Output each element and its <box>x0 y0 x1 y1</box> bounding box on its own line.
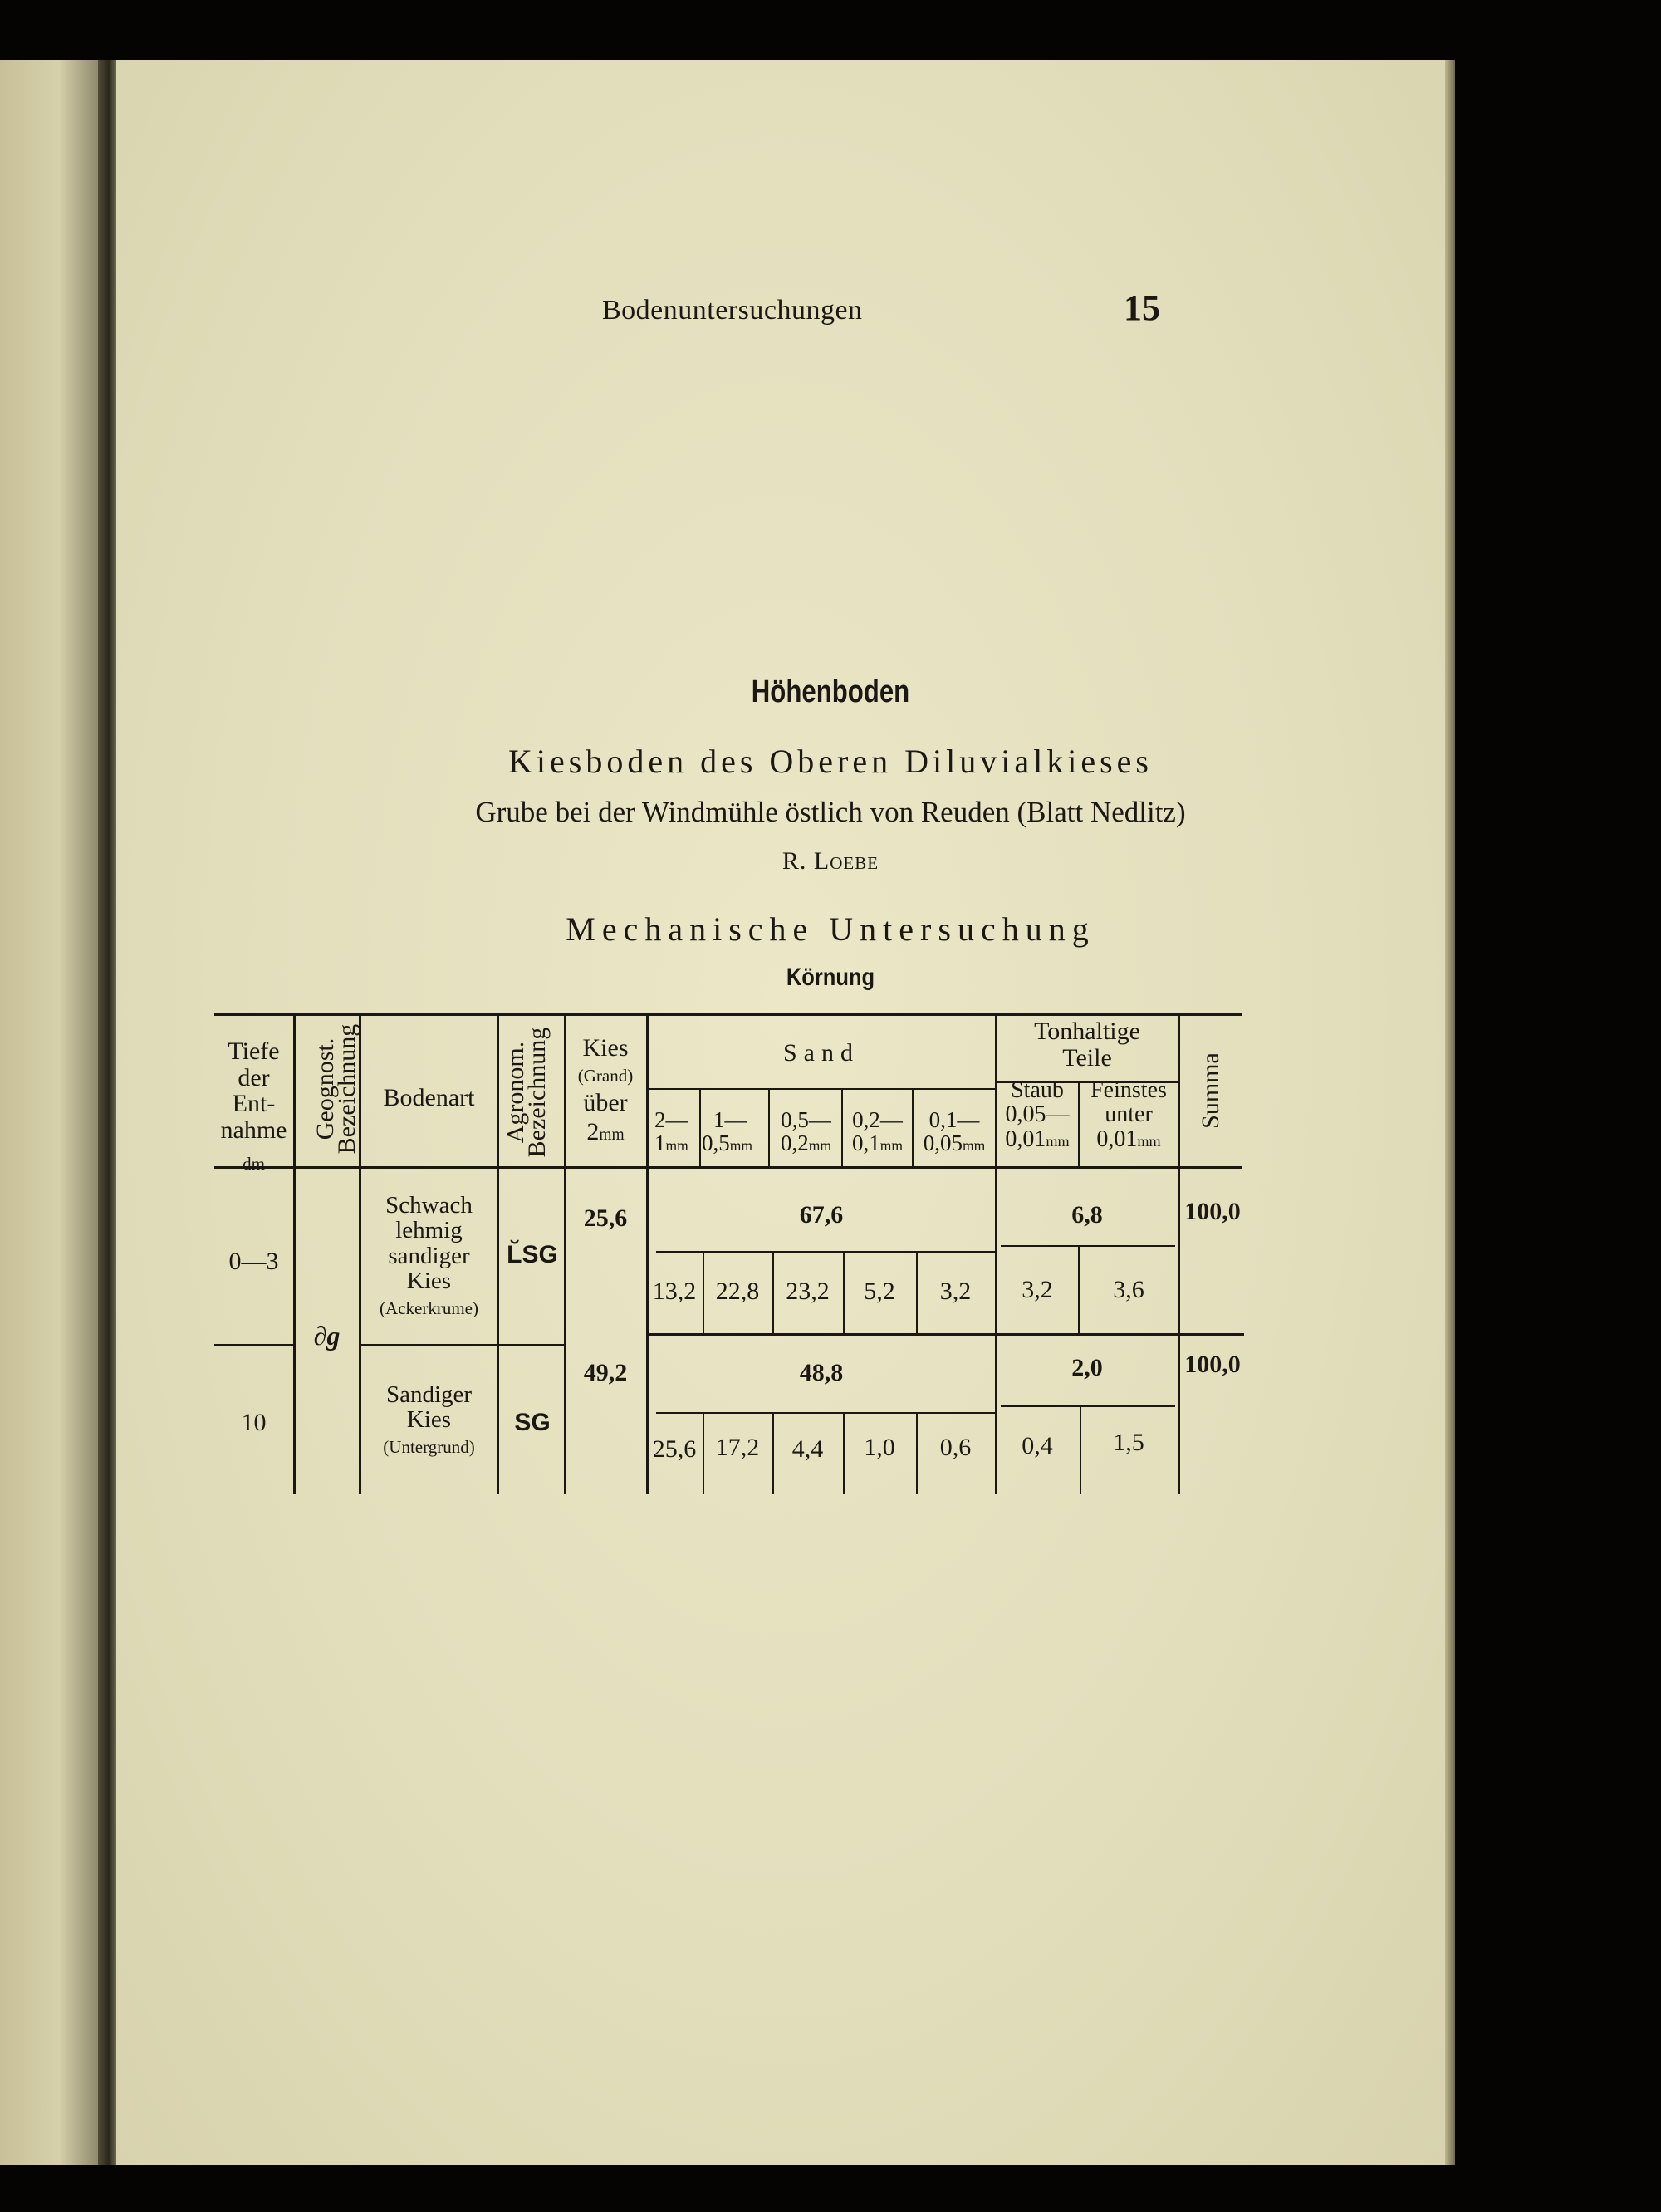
row2-sand-4: 1,0 <box>864 1434 895 1461</box>
author: R. Loebe <box>782 847 879 875</box>
row2-feinstes: 1,5 <box>1113 1429 1144 1456</box>
row1-sand-rule <box>656 1251 995 1253</box>
row2-sand-rule <box>656 1412 995 1414</box>
sample-location: Grube bei der Windmühle östlich von Reuden (Blatt Nedlitz) <box>475 796 1186 828</box>
row2-agronom: SG <box>514 1409 551 1436</box>
table-header-rule <box>214 1166 1242 1169</box>
header-sand-fraction-5: 0,1— 0,05mm <box>923 1107 986 1156</box>
row1-sand-5: 3,2 <box>939 1278 972 1305</box>
header-summa: Summa <box>1197 1052 1224 1129</box>
row1-summa: 100,0 <box>1184 1198 1241 1225</box>
row2-sand-3: 4,4 <box>791 1435 824 1463</box>
row2-bodenart: Sandiger Kies (Untergrund) <box>383 1381 475 1457</box>
row-divider-agronom <box>498 1344 565 1346</box>
row2-sand-2: 17,2 <box>715 1434 760 1461</box>
header-tiefe: Tiefe der Ent- nahme dm <box>220 1037 287 1174</box>
row2-ton-rule <box>1001 1405 1175 1407</box>
row1-sand-total: 67,6 <box>799 1201 844 1229</box>
row2-kies: 49,2 <box>583 1359 628 1386</box>
row1-sand-1: 13,2 <box>652 1278 697 1305</box>
row1-feinstes: 3,6 <box>1113 1276 1144 1303</box>
section-heading: Mechanische Untersuchung <box>566 910 1095 948</box>
header-bodenart: Bodenart <box>383 1084 475 1111</box>
page-edge <box>1445 60 1455 2165</box>
header-agronom: Agronom. <box>502 1041 529 1144</box>
row1-ton-rule <box>1001 1245 1175 1247</box>
header-sand: Sand <box>783 1039 860 1067</box>
header-kies: Kies (Grand) über 2mm <box>577 1034 634 1146</box>
header-sand-fraction-3: 0,5— 0,2mm <box>780 1107 832 1156</box>
row1-sand-3: 23,2 <box>786 1278 830 1305</box>
row-divider-values <box>648 1333 1244 1336</box>
geognost-value: ∂g <box>313 1321 341 1351</box>
row1-kies: 25,6 <box>583 1204 628 1232</box>
header-feinstes: Feinstes unter 0,01mm <box>1090 1077 1167 1152</box>
row-divider-tiefe <box>214 1344 293 1346</box>
header-geognost-2: Bezeichnung <box>333 1023 360 1155</box>
row2-tiefe: 10 <box>241 1409 267 1436</box>
row1-staub: 3,2 <box>1022 1276 1053 1303</box>
header-sand-fraction-2: 1— 0,5mm <box>702 1107 753 1156</box>
col-rule <box>293 1015 296 1494</box>
row1-ton-total: 6,8 <box>1071 1201 1103 1229</box>
row2-summa: 100,0 <box>1184 1351 1241 1378</box>
row1-sand-4: 5,2 <box>864 1278 895 1305</box>
facing-page-edge <box>0 60 98 2165</box>
running-head: Bodenuntersuchungen <box>602 295 863 326</box>
header-sand-fraction-4: 0,2— 0,1mm <box>851 1107 904 1156</box>
row-divider-bodenart <box>361 1344 497 1346</box>
row1-agronom: L̆SG <box>507 1241 558 1268</box>
table-top-rule <box>214 1013 1242 1016</box>
header-agronom-2: Bezeichnung <box>523 1027 551 1158</box>
header-staub: Staub 0,05— 0,01mm <box>1005 1077 1070 1152</box>
col-rule <box>646 1015 649 1494</box>
page-number: 15 <box>1124 287 1160 328</box>
book-gutter <box>98 60 116 2165</box>
row2-sand-1: 25,6 <box>652 1435 697 1463</box>
document-subtitle: Kiesboden des Oberen Diluvialkieses <box>508 743 1153 780</box>
row1-sand-2: 22,8 <box>715 1278 760 1305</box>
row1-bodenart: Schwach lehmig sandiger Kies (Ackerkrume) <box>380 1192 478 1318</box>
subsection-heading: Körnung <box>786 964 875 991</box>
row2-staub: 0,4 <box>1022 1432 1053 1459</box>
row1-tiefe: 0—3 <box>228 1248 279 1275</box>
header-sand-fraction-1: 2— 1mm <box>654 1107 688 1156</box>
col-rule <box>497 1015 499 1494</box>
col-rule <box>1178 1015 1180 1494</box>
header-tonhaltige: Tonhaltige Teile <box>1034 1018 1140 1072</box>
document-title: Höhenboden <box>751 674 910 709</box>
header-geognost: Geognost. <box>311 1037 339 1140</box>
row2-sand-total: 48,8 <box>799 1359 844 1386</box>
row2-ton-total: 2,0 <box>1071 1354 1103 1381</box>
row2-sand-5: 0,6 <box>939 1434 972 1461</box>
